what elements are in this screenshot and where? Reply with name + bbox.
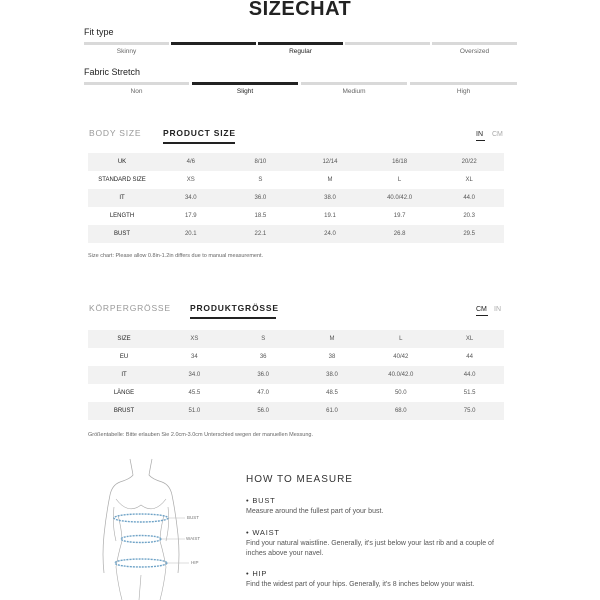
table-cell: 34: [160, 348, 229, 366]
stretch-segment-medium[interactable]: [301, 82, 407, 85]
table-row: [88, 153, 504, 171]
table-row: [88, 330, 504, 348]
how-to-measure-title: HOW TO MEASURE: [246, 474, 353, 485]
table-cell: 38.0: [295, 189, 365, 207]
page-title: SIZECHAT: [248, 0, 352, 20]
unit-cm-toggle-de[interactable]: CM: [476, 306, 487, 313]
fit-type-option-skinny[interactable]: Skinny: [116, 48, 137, 55]
table-cell: 38: [298, 348, 367, 366]
table-cell: 68.0: [366, 402, 435, 420]
table-cell: 26.8: [365, 225, 435, 243]
table-cell: XS: [156, 171, 226, 189]
bullet-dot-icon: •: [246, 569, 253, 578]
row-header-cell: UK: [88, 153, 156, 171]
table-cell: 44.0: [435, 366, 504, 384]
stretch-option-slight[interactable]: Slight: [236, 88, 254, 95]
figure-label-waist: WAIST: [186, 536, 201, 541]
table-cell: XS: [160, 330, 229, 348]
table-row: [88, 402, 504, 420]
table-cell: 38.0: [298, 366, 367, 384]
table-cell: 75.0: [435, 402, 504, 420]
fabric-stretch-label: Fabric Stretch: [84, 67, 141, 77]
table-cell: 19.1: [295, 207, 365, 225]
table-cell: M: [298, 330, 367, 348]
table-cell: 4/6: [156, 153, 226, 171]
tab-product-size-underline: [163, 142, 235, 144]
hip-heading: • HIP: [246, 569, 268, 578]
fit-type-segment-regular-right[interactable]: [258, 42, 343, 45]
waist-heading: • WAIST: [246, 528, 280, 537]
table-cell: 20/22: [434, 153, 504, 171]
bust-description: Measure around the fullest part of your bust.: [246, 508, 384, 515]
row-header-cell: IT: [88, 366, 160, 384]
table-cell: XL: [435, 330, 504, 348]
figure-label-bust: BUST: [187, 515, 200, 520]
table-cell: 34.0: [156, 189, 226, 207]
product-size-table: [88, 153, 504, 243]
row-header-cell: SIZE: [88, 330, 160, 348]
stretch-option-non[interactable]: Non: [130, 88, 143, 95]
tab-koerpergroesse[interactable]: KÖRPERGRÖSSE: [89, 303, 171, 313]
table-cell: 8/10: [226, 153, 296, 171]
table-cell: 51.5: [435, 384, 504, 402]
table-cell: S: [226, 171, 296, 189]
table-cell: S: [229, 330, 298, 348]
table-cell: 40.0/42.0: [366, 366, 435, 384]
stretch-segment-non[interactable]: [84, 82, 189, 85]
size-chart-note: Size chart: Please allow 0.8in-1.2in differs due to manual measurement.: [88, 253, 264, 259]
body-measure-figure: [92, 455, 217, 600]
fit-type-label: Fit type: [84, 27, 114, 37]
table-cell: 36.0: [229, 366, 298, 384]
fit-type-segment-oversized-right[interactable]: [432, 42, 517, 45]
table-cell: L: [365, 171, 435, 189]
unit-cm-underline-de: [476, 315, 488, 316]
unit-cm-toggle[interactable]: CM: [492, 131, 503, 138]
row-header-cell: LÄNGE: [88, 384, 160, 402]
table-cell: XL: [434, 171, 504, 189]
bullet-dot-icon: •: [246, 496, 253, 505]
unit-in-toggle[interactable]: IN: [476, 131, 483, 138]
figure-label-hip: HIP: [191, 560, 199, 565]
unit-in-underline: [476, 140, 485, 141]
fit-type-option-oversized[interactable]: Oversized: [459, 48, 490, 55]
waist-description: Find your natural waistline. Generally, it's just below your last rib and a couple of inches above your navel.: [246, 540, 494, 557]
bust-heading: • BUST: [246, 496, 276, 505]
table-row: [88, 366, 504, 384]
tab-product-size[interactable]: PRODUCT SIZE: [163, 128, 236, 138]
table-cell: 47.0: [229, 384, 298, 402]
table-cell: 44.0: [434, 189, 504, 207]
row-header-cell: BUST: [88, 225, 156, 243]
fit-type-segment-regular[interactable]: [171, 42, 256, 45]
tab-body-size[interactable]: BODY SIZE: [89, 128, 142, 138]
table-cell: 24.0: [295, 225, 365, 243]
table-cell: 44: [435, 348, 504, 366]
table-row: [88, 171, 504, 189]
table-cell: 16/18: [365, 153, 435, 171]
table-cell: 18.5: [226, 207, 296, 225]
table-cell: L: [366, 330, 435, 348]
table-row: [88, 384, 504, 402]
table-cell: 36.0: [226, 189, 296, 207]
table-row: [88, 189, 504, 207]
table-cell: 34.0: [160, 366, 229, 384]
table-cell: 20.3: [434, 207, 504, 225]
unit-in-toggle-de[interactable]: IN: [494, 306, 501, 313]
stretch-segment-slight[interactable]: [192, 82, 298, 85]
table-cell: 40.0/42.0: [365, 189, 435, 207]
table-cell: 45.5: [160, 384, 229, 402]
table-cell: 29.5: [434, 225, 504, 243]
hip-description: Find the widest part of your hips. Generally, it's 8 inches below your waist.: [246, 581, 475, 588]
fit-type-segment-skinny[interactable]: [84, 42, 169, 45]
table-cell: M: [295, 171, 365, 189]
row-header-cell: IT: [88, 189, 156, 207]
row-header-cell: STANDARD SIZE: [88, 171, 156, 189]
table-cell: 50.0: [366, 384, 435, 402]
stretch-option-medium[interactable]: Medium: [342, 88, 366, 95]
table-row: [88, 207, 504, 225]
table-cell: 12/14: [295, 153, 365, 171]
tab-produktgroesse[interactable]: PRODUKTGRÖSSE: [190, 303, 279, 313]
table-cell: 40/42: [366, 348, 435, 366]
table-cell: 19.7: [365, 207, 435, 225]
stretch-option-high[interactable]: High: [456, 88, 471, 95]
row-header-cell: BRUST: [88, 402, 160, 420]
table-cell: 51.0: [160, 402, 229, 420]
fit-type-option-regular[interactable]: Regular: [289, 48, 312, 55]
table-cell: 36: [229, 348, 298, 366]
bullet-dot-icon: •: [246, 528, 253, 537]
fit-type-segment-oversized[interactable]: [345, 42, 430, 45]
table-row: [88, 348, 504, 366]
groessentabelle-note: Größentabelle: Bitte erlauben Sie 2.0cm-3.0cm Unterschied wegen der manuellen Messung.: [88, 432, 314, 438]
table-cell: 20.1: [156, 225, 226, 243]
produktgroesse-table: [88, 330, 504, 420]
table-cell: 61.0: [298, 402, 367, 420]
table-cell: 56.0: [229, 402, 298, 420]
row-header-cell: LENGTH: [88, 207, 156, 225]
table-cell: 22.1: [226, 225, 296, 243]
stretch-segment-high[interactable]: [410, 82, 517, 85]
row-header-cell: EU: [88, 348, 160, 366]
tab-produktgroesse-underline: [190, 317, 276, 319]
table-cell: 48.5: [298, 384, 367, 402]
table-cell: 17.9: [156, 207, 226, 225]
table-row: [88, 225, 504, 243]
